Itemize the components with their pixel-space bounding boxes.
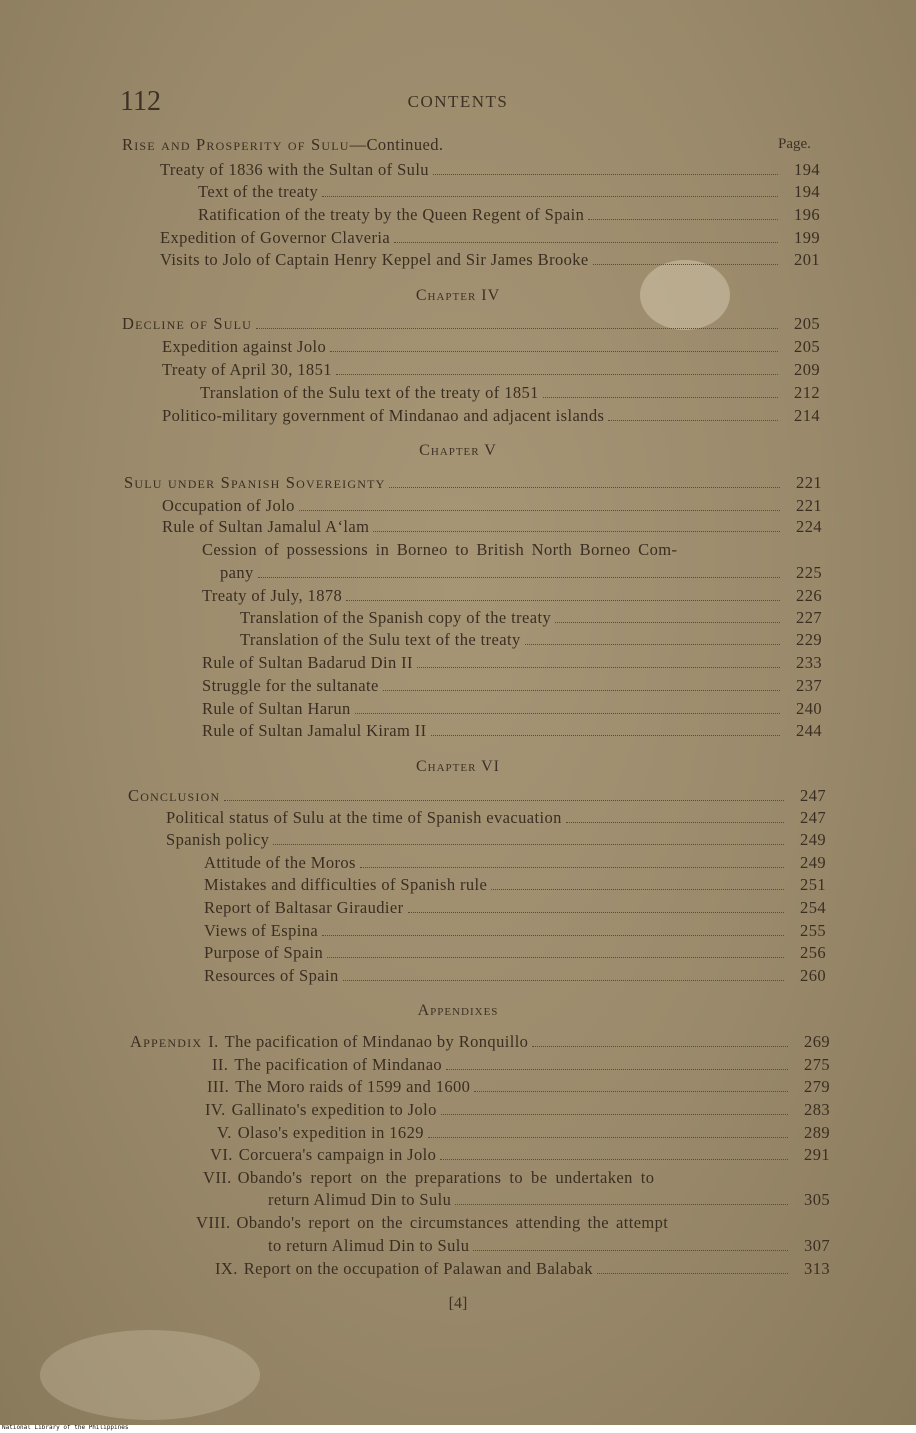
leader-dots [408, 911, 784, 913]
toc-entry-text: Report of Baltasar Giraudier [204, 898, 404, 917]
toc-entry [240, 630, 822, 650]
toc-entry-page: 269 [804, 1032, 830, 1051]
toc-entry-text: Text of the treaty [198, 182, 319, 201]
leader-dots [383, 689, 780, 691]
toc-entry [202, 676, 822, 696]
leader-dots [588, 218, 778, 220]
leader-dots [336, 373, 778, 375]
leader-dots [555, 621, 780, 623]
toc-entry-text: The pacification of Mindanao by Ronquillo [224, 1032, 529, 1051]
leader-dots [597, 1272, 788, 1274]
leader-dots [322, 195, 778, 197]
toc-entry-text: Politico-military government of Mindanao and adjacent islands [162, 406, 605, 425]
toc-entry [204, 921, 826, 941]
leader-dots [474, 1090, 788, 1092]
leader-dots [428, 1136, 788, 1138]
toc-entry-page: 275 [804, 1055, 830, 1074]
toc-entry-text: Struggle for the sultanate [202, 676, 379, 695]
leader-dots [258, 576, 780, 578]
leader-dots [455, 1203, 788, 1205]
toc-entry-text: Spanish policy [166, 830, 270, 849]
toc-entry [162, 360, 820, 380]
toc-entry-text: Obando's report on the circumstances attending the attempt [236, 1213, 669, 1232]
toc-entry-page: 247 [800, 808, 826, 827]
leader-dots [273, 843, 784, 845]
toc-entry [202, 653, 822, 673]
toc-entry-page: 194 [794, 182, 820, 201]
leader-dots [327, 956, 784, 958]
toc-entry [162, 496, 822, 516]
leader-dots [446, 1068, 788, 1070]
toc-entry-page: 247 [800, 786, 826, 805]
chapter-heading: Chapter V [419, 442, 497, 459]
toc-entry-text: Translation of the Spanish copy of the treaty [240, 608, 552, 627]
toc-entry-text: Treaty of 1836 with the Sultan of Sulu [160, 160, 429, 179]
toc-entry [160, 228, 820, 248]
toc-entry [198, 182, 820, 202]
appendix-number: IV. [205, 1100, 226, 1119]
toc-entry-page: 233 [796, 653, 822, 672]
toc-entry [215, 1259, 830, 1279]
chapter-heading: Chapter IV [415, 287, 501, 304]
section-title [122, 135, 443, 155]
toc-entry-text: Occupation of Jolo [162, 496, 295, 515]
toc-entry [217, 1123, 830, 1143]
toc-entry [166, 808, 826, 828]
watermark-strip [0, 1425, 916, 1433]
leader-dots [473, 1249, 788, 1251]
toc-entry-page: 305 [804, 1190, 830, 1209]
page-number: 112 [120, 86, 161, 117]
toc-entry-text: Cession of possessions in Borneo to British North Borneo Com- [202, 540, 678, 559]
leader-dots [593, 263, 778, 265]
toc-entry [122, 314, 820, 334]
leader-dots [299, 509, 780, 511]
toc-entry [130, 1032, 830, 1052]
toc-entry [212, 1055, 830, 1075]
leader-dots [224, 799, 784, 801]
toc-entry-page: 209 [794, 360, 820, 379]
toc-entry-page: 199 [794, 228, 820, 247]
leader-dots [566, 821, 784, 823]
page-column-label: Page. [778, 136, 811, 152]
toc-entry-page: 240 [796, 699, 822, 718]
toc-entry-page: 289 [804, 1123, 830, 1142]
section-title-text: Rise and Prosperity of Sulu [122, 135, 350, 154]
folio: [4] [448, 1295, 468, 1312]
toc-entry-text: Treaty of July, 1878 [202, 586, 343, 605]
toc-entry [202, 721, 822, 741]
toc-entry-text: Corcuera's campaign in Jolo [238, 1145, 437, 1164]
toc-entry [268, 1190, 830, 1210]
toc-entry-text: Rule of Sultan Jamalul Kiram II [202, 721, 427, 740]
toc-entry-text: Rule of Sultan Badarud Din II [202, 653, 413, 672]
paper-stain [40, 1330, 260, 1420]
toc-entry-text: Attitude of the Moros [204, 853, 356, 872]
toc-entry-page: 251 [800, 875, 826, 894]
appendix-number: III. [207, 1077, 230, 1096]
toc-entry [205, 1100, 830, 1120]
toc-entry-page: 221 [796, 496, 822, 515]
toc-entry-page: 249 [800, 830, 826, 849]
toc-entry [204, 853, 826, 873]
toc-entry [196, 1213, 668, 1233]
watermark-text: National Library of the Philippines [2, 1425, 129, 1431]
toc-entry-page: 279 [804, 1077, 830, 1096]
toc-entry-text: Report on the occupation of Palawan and Balabak [243, 1259, 593, 1278]
toc-entry-page: 214 [794, 406, 820, 425]
leader-dots [433, 173, 778, 175]
toc-entry-text: Purpose of Spain [204, 943, 324, 962]
toc-entry-text: Rule of Sultan Harun [202, 699, 351, 718]
toc-entry [160, 250, 820, 270]
toc-entry-text: Expedition against Jolo [162, 337, 327, 356]
appendix-label: Appendix [130, 1032, 203, 1051]
toc-entry-page: 224 [796, 517, 822, 536]
toc-entry-page: 227 [796, 608, 822, 627]
toc-entry-page: 205 [794, 314, 820, 333]
appendixes-heading: Appendixes [417, 1002, 499, 1019]
toc-entry [240, 608, 822, 628]
toc-entry-text: Translation of the Sulu text of the treaty [240, 630, 521, 649]
leader-dots [322, 934, 784, 936]
toc-entry-text: Visits to Jolo of Captain Henry Keppel and Sir James Brooke [160, 250, 589, 269]
toc-entry-page: 221 [796, 473, 822, 492]
toc-entry [200, 383, 820, 403]
toc-entry-text: Olaso's expedition in 1629 [237, 1123, 424, 1142]
toc-entry-page: 283 [804, 1100, 830, 1119]
toc-entry-page: 256 [800, 943, 826, 962]
toc-entry [204, 898, 826, 918]
leader-dots [330, 350, 778, 352]
toc-entry-page: 260 [800, 966, 826, 985]
running-title: CONTENTS [407, 92, 509, 111]
toc-entry-page: 205 [794, 337, 820, 356]
toc-entry [202, 699, 822, 719]
toc-entry-page: 313 [804, 1259, 830, 1278]
toc-entry-text: The Moro raids of 1599 and 1600 [235, 1077, 471, 1096]
toc-entry [203, 1168, 654, 1188]
toc-entry-text: Resources of Spain [204, 966, 339, 985]
toc-entry-text: Views of Espina [204, 921, 319, 940]
toc-entry [124, 473, 822, 493]
leader-dots [491, 888, 784, 890]
toc-entry-text: Treaty of April 30, 1851 [162, 360, 332, 379]
toc-entry [210, 1145, 830, 1165]
toc-entry-text: return Alimud Din to Sulu [268, 1190, 452, 1209]
toc-entry [162, 517, 822, 537]
toc-entry-page: 225 [796, 563, 822, 582]
leader-dots [417, 666, 780, 668]
leader-dots [373, 530, 780, 532]
appendix-number: VIII. [196, 1213, 231, 1232]
toc-entry [166, 830, 826, 850]
toc-entry-page: 196 [794, 205, 820, 224]
toc-entry [268, 1236, 830, 1256]
leader-dots [441, 1113, 788, 1115]
toc-entry [204, 875, 826, 895]
leader-dots [532, 1045, 788, 1047]
toc-entry-text: pany [220, 563, 254, 582]
leader-dots [525, 643, 780, 645]
leader-dots [346, 599, 780, 601]
toc-entry-text: Conclusion [128, 786, 221, 805]
chapter-heading: Chapter VI [415, 758, 501, 775]
appendix-number: VII. [203, 1168, 232, 1187]
toc-entry-page: 226 [796, 586, 822, 605]
toc-entry [162, 337, 820, 357]
toc-entry-page: 255 [800, 921, 826, 940]
toc-entry [160, 160, 820, 180]
toc-entry-page: 254 [800, 898, 826, 917]
toc-entry-text: Ratification of the treaty by the Queen Regent of Spain [198, 205, 585, 224]
leader-dots [355, 712, 780, 714]
toc-entry-text: Obando's report on the preparations to be undertaken to [237, 1168, 655, 1187]
leader-dots [389, 486, 780, 488]
leader-dots [431, 734, 780, 736]
appendix-number: V. [217, 1123, 232, 1142]
leader-dots [543, 396, 778, 398]
toc-entry-text: Rule of Sultan Jamalul A‘lam [162, 517, 370, 536]
toc-entry-text: Decline of Sulu [122, 314, 253, 333]
toc-entry-text: Sulu under Spanish Sovereignty [124, 473, 386, 492]
toc-entry [220, 563, 822, 583]
toc-entry-page: 194 [794, 160, 820, 179]
leader-dots [360, 866, 784, 868]
leader-dots [256, 327, 778, 329]
leader-dots [608, 419, 778, 421]
toc-entry [204, 943, 826, 963]
toc-entry-page: 244 [796, 721, 822, 740]
appendix-number: I. [208, 1032, 219, 1051]
appendix-number: II. [212, 1055, 229, 1074]
toc-entry [128, 786, 826, 806]
section-continued: —Continued. [349, 135, 444, 154]
toc-entry-text: Mistakes and difficulties of Spanish rule [204, 875, 488, 894]
toc-entry-page: 249 [800, 853, 826, 872]
appendix-number: VI. [210, 1145, 233, 1164]
appendix-number: IX. [215, 1259, 238, 1278]
toc-entry [204, 966, 826, 986]
toc-entry-page: 212 [794, 383, 820, 402]
toc-entry-page: 237 [796, 676, 822, 695]
toc-entry-text: The pacification of Mindanao [234, 1055, 443, 1074]
toc-entry [202, 586, 822, 606]
toc-entry-text: to return Alimud Din to Sulu [268, 1236, 470, 1255]
toc-entry-text: Political status of Sulu at the time of Spanish evacuation [166, 808, 562, 827]
toc-entry-page: 291 [804, 1145, 830, 1164]
toc-entry [198, 205, 820, 225]
toc-entry-page: 229 [796, 630, 822, 649]
toc-entry-page: 307 [804, 1236, 830, 1255]
toc-entry [162, 406, 820, 426]
toc-entry-text: Translation of the Sulu text of the treaty of 1851 [200, 383, 539, 402]
toc-entry-text: Gallinato's expedition to Jolo [231, 1100, 437, 1119]
toc-entry-page: 201 [794, 250, 820, 269]
leader-dots [440, 1158, 788, 1160]
toc-entry-text: Expedition of Governor Claveria [160, 228, 391, 247]
toc-entry [207, 1077, 830, 1097]
leader-dots [394, 241, 778, 243]
leader-dots [343, 979, 784, 981]
